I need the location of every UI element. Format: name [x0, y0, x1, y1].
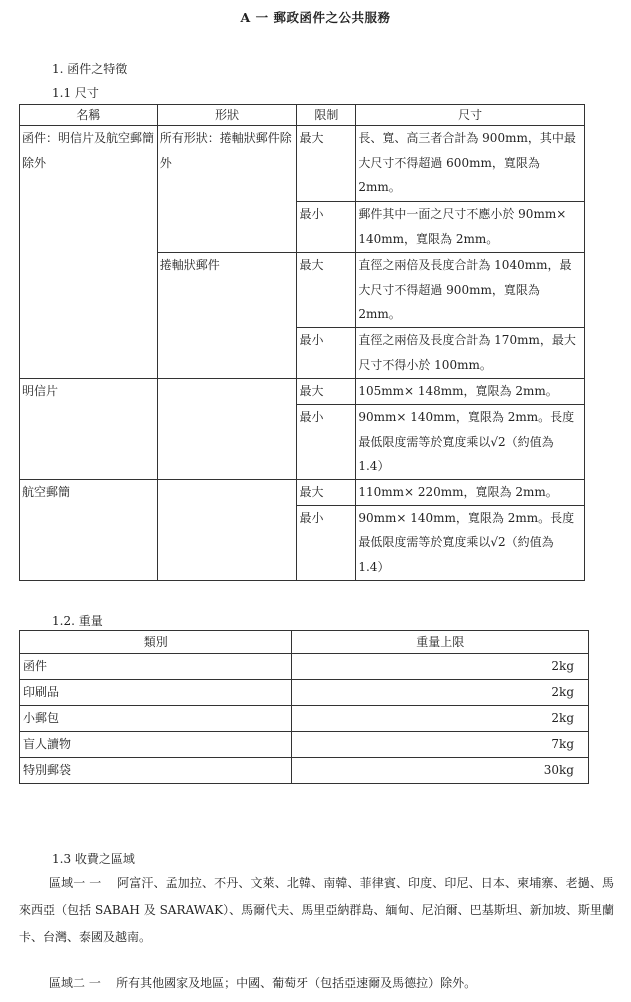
- header-shape: 形狀: [157, 105, 297, 126]
- header-limit: 限制: [297, 105, 356, 126]
- weight-cell: 7kg: [292, 732, 589, 758]
- dimension-cell: 長、寬、高三者合計為 900mm，其中最大尺寸不得超過 600mm，寬限為 2mm。: [356, 126, 585, 202]
- category-cell: 小郵包: [20, 706, 292, 732]
- table-row: [20, 479, 585, 505]
- header-dimension: 尺寸: [356, 105, 585, 126]
- table-row: [20, 732, 589, 758]
- weight-heading: 1.2. 重量: [52, 614, 103, 628]
- section-heading: 1. 函件之特徵: [52, 62, 128, 76]
- header-name: 名稱: [20, 105, 158, 126]
- header-category: 類別: [20, 631, 292, 654]
- category-cell: 盲人讀物: [20, 732, 292, 758]
- dimension-cell: 110mm× 220mm，寬限為 2mm。: [356, 479, 585, 505]
- region-one-text: 阿富汗、孟加拉、不丹、文萊、北韓、南韓、菲律賓、印度、印尼、日本、柬埔寨、老撾、馬來西亞（包括 SABAH 及 SARAWAK）、馬爾代夫、馬里亞納群島、緬甸、尼泊爾、巴基斯坦、新加坡、斯里蘭卡、台灣、泰國及越南。: [19, 876, 614, 944]
- weight-cell: 30kg: [292, 758, 589, 784]
- limit-cell: 最大: [297, 253, 356, 328]
- dimension-cell: 郵件其中一面之尺寸不應小於 90mm× 140mm，寬限為 2mm。: [356, 202, 585, 253]
- limit-cell: 最小: [297, 328, 356, 379]
- shape-roll: 捲軸狀郵件: [157, 253, 297, 379]
- dimension-cell: 105mm× 148mm，寬限為 2mm。: [356, 379, 585, 405]
- limit-cell: 最大: [297, 379, 356, 405]
- region-two-label: 區域二 一: [49, 976, 101, 990]
- weight-table: [19, 630, 589, 784]
- table-header-row: [20, 105, 585, 126]
- size-table: [19, 104, 585, 581]
- size-heading: 1.1 尺寸: [52, 86, 99, 100]
- shape-empty: [157, 479, 297, 580]
- row-name-aerogramme: 航空郵簡: [20, 479, 158, 580]
- table-row: [20, 758, 589, 784]
- limit-cell: 最小: [297, 405, 356, 480]
- weight-cell: 2kg: [292, 706, 589, 732]
- table-header-row: [20, 631, 589, 654]
- limit-cell: 最大: [297, 479, 356, 505]
- dimension-cell: 90mm× 140mm，寬限為 2mm。長度最低限度需等於寬度乘以√2（約值為 1.4）: [356, 505, 585, 580]
- table-row: [20, 379, 585, 405]
- weight-cell: 2kg: [292, 680, 589, 706]
- dimension-cell: 90mm× 140mm，寬限為 2mm。長度最低限度需等於寬度乘以√2（約值為 1.4）: [356, 405, 585, 480]
- table-row: [20, 654, 589, 680]
- limit-cell: 最大: [297, 126, 356, 202]
- dimension-cell: 直徑之兩倍及長度合計為 1040mm，最大尺寸不得超過 900mm，寬限為 2mm。: [356, 253, 585, 328]
- table-row: [20, 126, 585, 202]
- regions-heading: 1.3 收費之區域: [52, 852, 135, 866]
- row-name-postcard: 明信片: [20, 379, 158, 480]
- table-row: [20, 706, 589, 732]
- region-one-label: 區域一 一: [49, 876, 102, 890]
- region-two-text: 所有其他國家及地區；中國、葡萄牙（包括亞速爾及馬德拉）除外。: [116, 976, 477, 990]
- row-name-letters: 函件：明信片及航空郵簡除外: [20, 126, 158, 379]
- weight-cell: 2kg: [292, 654, 589, 680]
- page-title: A 一 郵政函件之公共服務: [240, 10, 391, 25]
- limit-cell: 最小: [297, 505, 356, 580]
- shape-empty: [157, 379, 297, 480]
- category-cell: 函件: [20, 654, 292, 680]
- table-row: [20, 680, 589, 706]
- dimension-cell: 直徑之兩倍及長度合計為 170mm，最大尺寸不得小於 100mm。: [356, 328, 585, 379]
- category-cell: 印刷品: [20, 680, 292, 706]
- limit-cell: 最小: [297, 202, 356, 253]
- header-weight-limit: 重量上限: [292, 631, 589, 654]
- shape-all: 所有形狀：捲軸狀郵件除外: [157, 126, 297, 253]
- category-cell: 特別郵袋: [20, 758, 292, 784]
- region-two-paragraph: [19, 970, 614, 997]
- region-one-paragraph: [19, 870, 614, 951]
